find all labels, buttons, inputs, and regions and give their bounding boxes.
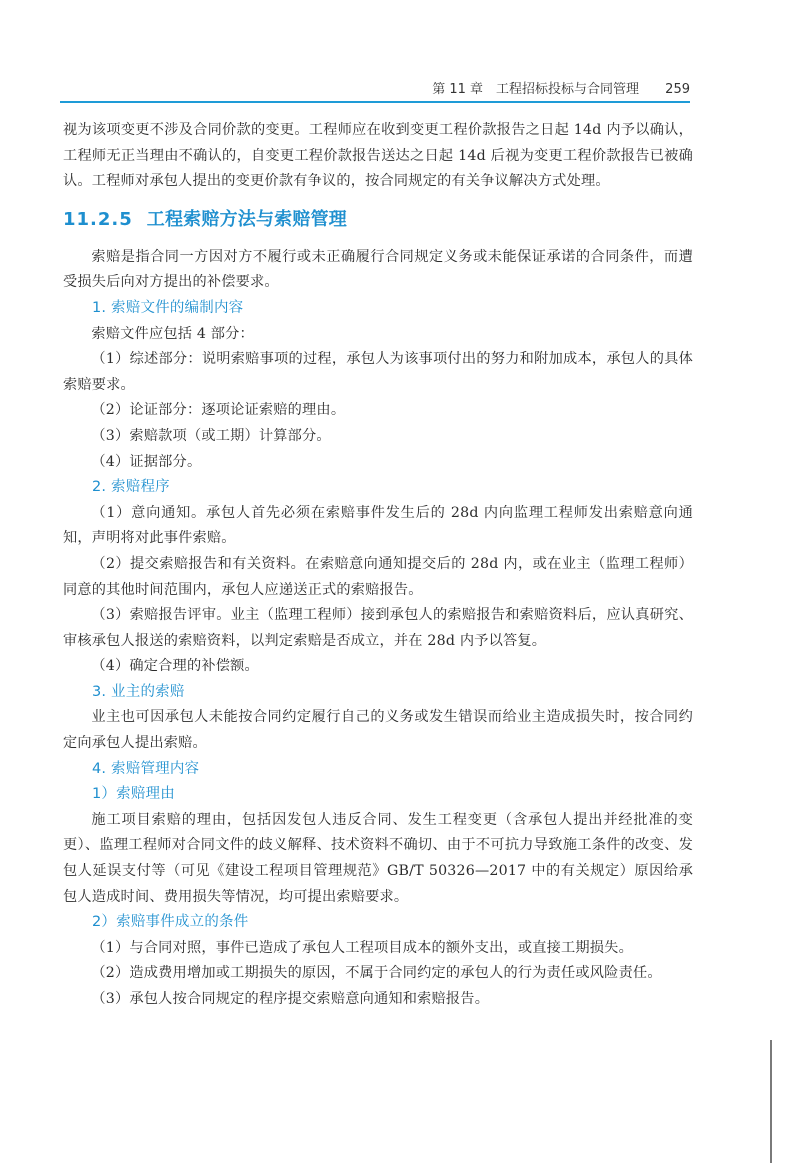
definition-paragraph: 索赔是指合同一方因对方不履行或未正确履行合同规定义务或未能保证承诺的合同条件，而遭受损失后向对方提出的补偿要求。: [63, 248, 693, 291]
subheading-claim-documents: 1. 索赔文件的编制内容: [92, 299, 244, 316]
page-edge-shadow: [770, 1040, 772, 1163]
subheading-claim-reasons: 1）索赔理由: [92, 786, 175, 803]
subheading-claim-management: 4. 索赔管理内容: [92, 760, 200, 777]
list-item: （4）确定合理的补偿额。: [91, 658, 259, 675]
list-item: （3）承包人按合同规定的程序提交索赔意向通知和索赔报告。: [91, 991, 490, 1007]
claim-reasons-paragraph: 施工项目索赔的理由，包括因发包人违反合同、发生工程变更（含承包人提出并经批准的变更）、监理工程师对合同文件的歧义解释、技术资料不确切、由于不可抗力导致施工条件的改变、发包人延误支付等（可见《建设工程项目管理规范》GB/T 50326—2017 中的有关规定）原因给承包人造成时间、费用损失等情况，均可提出索赔要求。: [63, 811, 693, 905]
list-item: （2）提交索赔报告和有关资料。在索赔意向通知提交后的 28d 内，或在业主（监理工程师）同意的其他时间范围内，承包人应递送正式的索赔报告。: [63, 555, 693, 598]
list-item: （2）论证部分：逐项论证索赔的理由。: [91, 402, 346, 419]
list-item: （4）证据部分。: [91, 453, 202, 470]
list-item: （3）索赔款项（或工期）计算部分。: [91, 427, 331, 444]
continued-paragraph: 视为该项变更不涉及合同价款的变更。工程师应在收到变更工程价款报告之日起 14d 内予以确认，工程师无正当理由不确认的，自变更工程价款报告送达之日起 14d 后视为变更工程价款报告已被确认。工程师对承包人提出的变更价款有争议的，按合同规定的有关争议解决方式处理。: [63, 122, 693, 190]
owner-claim-paragraph: 业主也可因承包人未能按合同约定履行自己的义务或发生错误而给业主造成损失时，按合同约定向承包人提出索赔。: [63, 709, 693, 752]
chapter-title: 第 11 章 工程招标投标与合同管理: [432, 82, 640, 97]
list-item: （1）综述部分：说明索赔事项的过程，承包人为该事项付出的努力和附加成本，承包人的具体索赔要求。: [63, 351, 693, 393]
list-item: （2）造成费用增加或工期损失的原因，不属于合同约定的承包人的行为责任或风险责任。: [91, 965, 662, 982]
subheading-claim-procedure: 2. 索赔程序: [92, 479, 170, 496]
list-item: （1）与合同对照，事件已造成了承包人工程项目成本的额外支出，或直接工期损失。: [91, 939, 633, 956]
page-body: [63, 118, 693, 1013]
claim-documents-lead: 索赔文件应包括 4 部分：: [91, 325, 254, 342]
subheading-owner-claim: 3. 业主的索赔: [92, 683, 185, 700]
subheading-claim-conditions: 2）索赔事件成立的条件: [92, 914, 249, 931]
section-title: 工程索赔方法与索赔管理: [146, 208, 347, 230]
page-number: 259: [665, 82, 690, 97]
section-heading: [63, 207, 693, 233]
section-number: 11.2.5: [63, 208, 133, 230]
list-item: （3）索赔报告评审。业主（监理工程师）接到承包人的索赔报告和索赔资料后，应认真研究、审核承包人报送的索赔资料，以判定索赔是否成立，并在 28d 内予以答复。: [63, 607, 693, 649]
header-rule: [60, 101, 690, 103]
list-item: （1）意向通知。承包人首先必须在索赔事件发生后的 28d 内向监理工程师发出索赔意向通知，声明将对此事件索赔。: [63, 504, 693, 547]
